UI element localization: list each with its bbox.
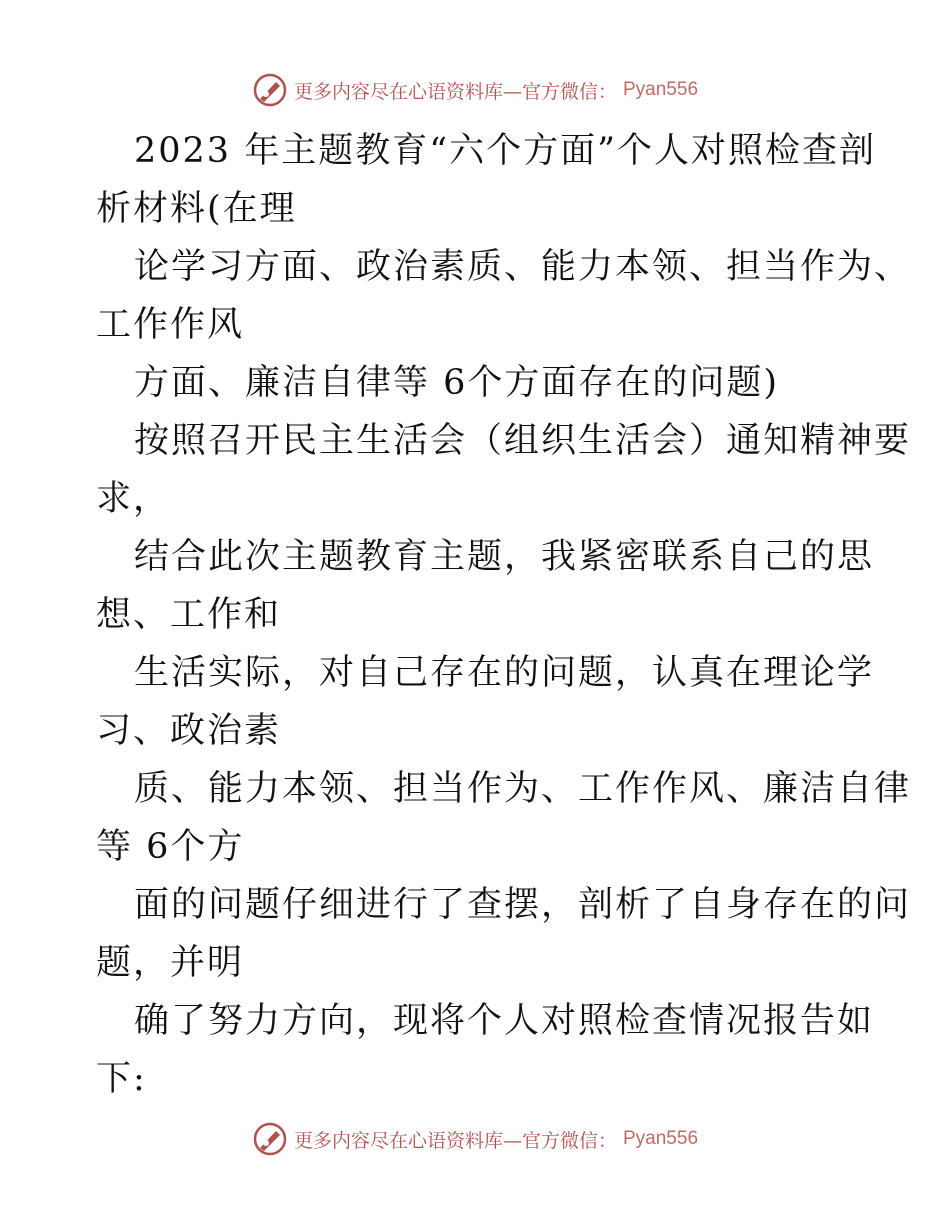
- watermark-wechat-id: Pyan556: [623, 1128, 699, 1149]
- watermark-text: 更多内容尽在心语资料库—官方微信：: [293, 80, 617, 103]
- document-body: [96, 122, 912, 1108]
- text-line: 质、能力本领、担当作为、工作作风、廉洁自律: [134, 769, 912, 809]
- text-line: 方面、廉洁自律等 6个方面存在的问题): [134, 363, 780, 403]
- text-line: 析材料(在理: [96, 189, 297, 229]
- text-line: 面的问题仔细进行了查摆，剖析了自身存在的问: [134, 885, 912, 925]
- text-line: 论学习方面、政治素质、能力本领、担当作为、: [134, 247, 912, 287]
- text-line: 工作作风: [96, 305, 245, 345]
- text-line: 按照召开民主生活会（组织生活会）通知精神要: [134, 421, 912, 461]
- footer-watermark: [0, 1121, 950, 1157]
- text-line: 2023 年主题教育“六个方面”个人对照检查剖: [134, 131, 876, 171]
- text-line: 结合此次主题教育主题，我紧密联系自己的思: [134, 537, 875, 577]
- text-line: 生活实际，对自己存在的问题，认真在理论学: [134, 653, 875, 693]
- text-line: 习、政治素: [96, 711, 282, 751]
- pen-logo-icon: [252, 72, 288, 108]
- text-line: 下:: [96, 1059, 147, 1099]
- text-line: 求，: [96, 479, 171, 519]
- text-line: 确了努力方向，现将个人对照检查情况报告如: [134, 1001, 875, 1041]
- pen-logo-icon: [252, 1121, 288, 1157]
- text-line: 想、工作和: [96, 595, 282, 635]
- text-line: 题，并明: [96, 943, 245, 983]
- watermark-wechat-id: Pyan556: [623, 79, 699, 100]
- header-watermark: [0, 72, 950, 108]
- watermark-text: 更多内容尽在心语资料库—官方微信：: [293, 1129, 617, 1152]
- text-line: 等 6个方: [96, 827, 245, 867]
